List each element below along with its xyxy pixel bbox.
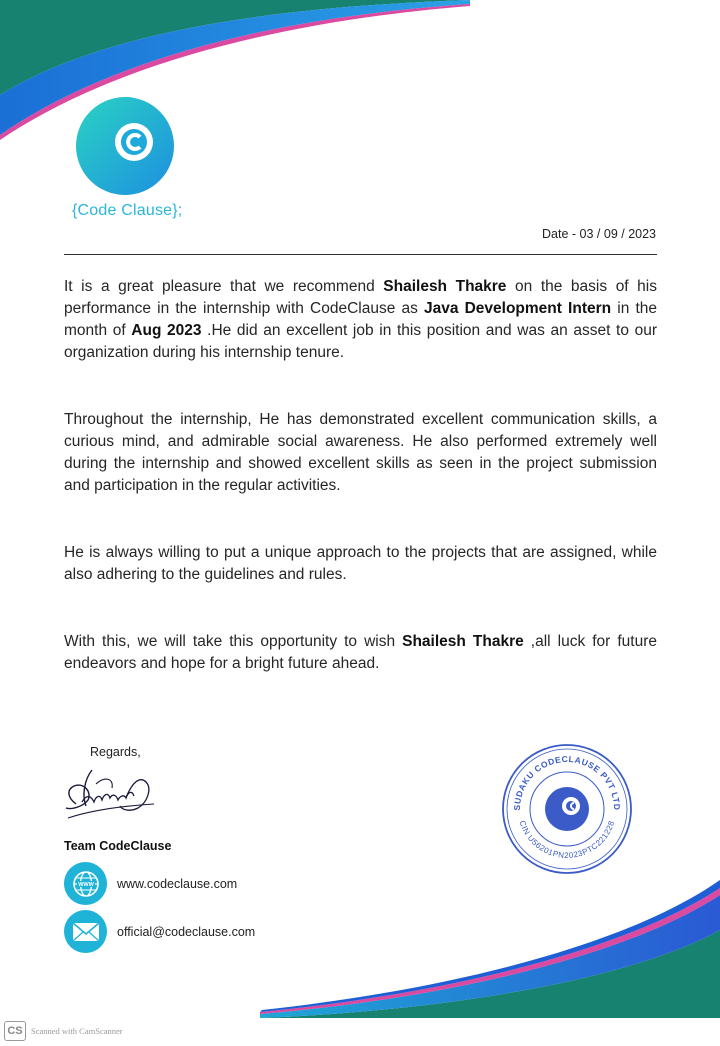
- website-contact: [64, 862, 237, 905]
- globe-icon: [64, 862, 107, 905]
- p1-text-c: in the month of: [64, 300, 657, 339]
- p1-text-a: It is a great pleasure that we recommend: [64, 278, 384, 295]
- paragraph-recommendation: [64, 276, 657, 364]
- internship-month: Aug 2023: [131, 322, 202, 339]
- intern-role: Java Development Intern: [423, 300, 612, 317]
- svg-text:WWW: WWW: [77, 881, 94, 888]
- company-seal-stamp: [498, 740, 636, 878]
- letter-body: [64, 276, 657, 675]
- intern-name: Shailesh Thakre: [383, 278, 507, 295]
- email-contact: [64, 910, 255, 953]
- letter-date: Date - 03 / 09 / 2023: [542, 227, 656, 241]
- envelope-icon: [64, 910, 107, 953]
- p4-text-a: With this, we will take this opportunity to wish: [64, 633, 403, 650]
- svg-text:SUDAKU CODECLAUSE PVT LTD: SUDAKU CODECLAUSE PVT LTD: [511, 753, 623, 811]
- header-divider: [64, 254, 657, 255]
- p1-text-d: .He did an excellent job in this position and was an asset to our organization during his internship tenure.: [64, 322, 657, 361]
- company-name: {Code Clause};: [72, 202, 183, 219]
- regards-text: Regards,: [90, 745, 141, 759]
- camscanner-text: Scanned with CamScanner: [31, 1026, 123, 1036]
- team-signoff: Team CodeClause: [64, 839, 172, 853]
- p4-text-b: ,all luck for future endeavors and hope for a bright future ahead.: [64, 633, 657, 672]
- paragraph-skills: Throughout the internship, He has demonstrated excellent communication skills, a curious mind, and admirable social awareness. He also performed extremely well during the internship and showed excellent skills as seen in the project submission and participation in the regular activities.: [64, 411, 657, 494]
- paragraph-approach: He is always willing to put a unique approach to the projects that are assigned, while also adhering to the guidelines and rules.: [64, 544, 657, 583]
- camscanner-badge: CS: [4, 1021, 26, 1041]
- website-text[interactable]: www.codeclause.com: [117, 876, 238, 891]
- email-text[interactable]: official@codeclause.com: [117, 924, 256, 939]
- handwritten-signature: [62, 762, 162, 834]
- p1-text-b: on the basis of his performance in the internship with CodeClause as: [64, 278, 657, 317]
- intern-name-closing: Shailesh Thakre: [402, 633, 524, 650]
- codeclause-logo-icon: [74, 95, 176, 197]
- svg-text:CIN U56201PN2023PTC221228: CIN U56201PN2023PTC221228: [517, 819, 617, 861]
- paragraph-wishes: [64, 631, 657, 675]
- camscanner-watermark: [4, 1021, 123, 1041]
